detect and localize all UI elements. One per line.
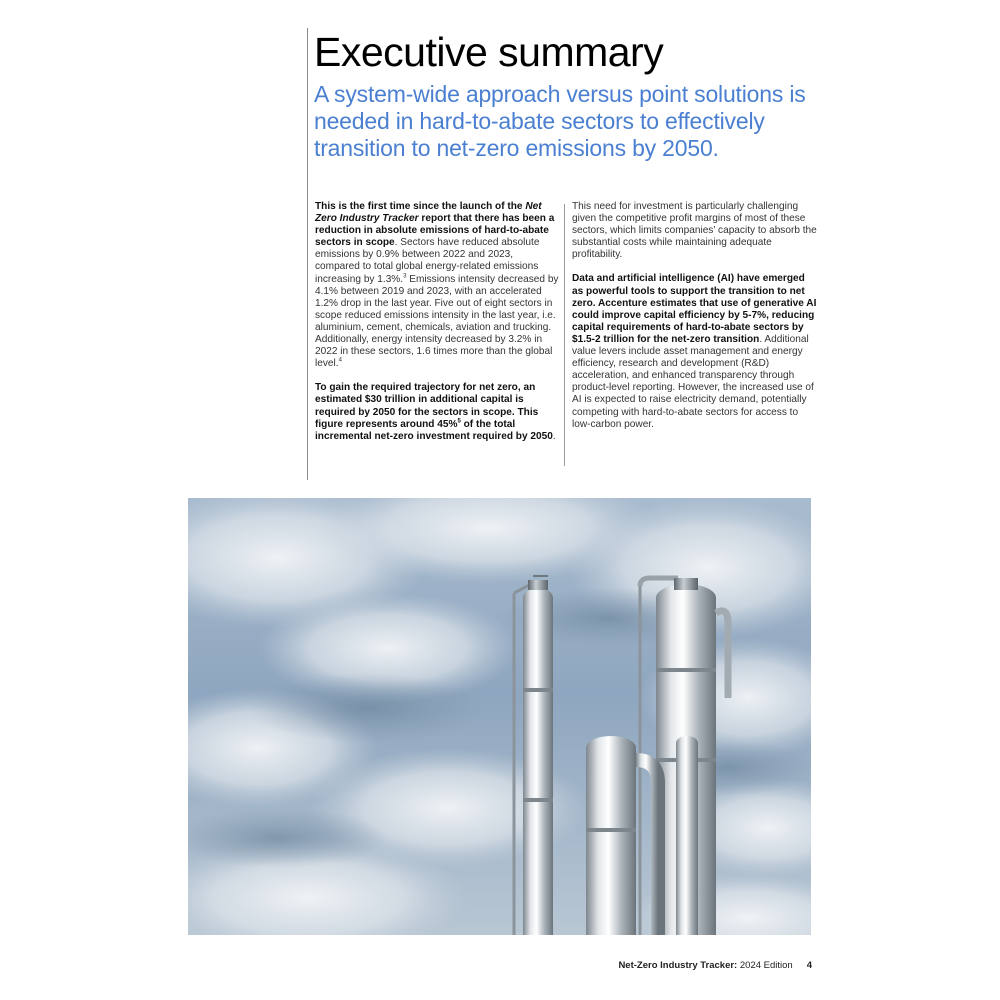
paragraph-capital: To gain the required trajectory for net zero, an estimated $30 trillion in additional capital is required by 2050 for the sectors in scope. This figure represents around 45%$^5$ of the total incremental net-zero investment required by 2050. (315, 382, 556, 442)
page-title: Executive summary (314, 29, 664, 75)
report-name: Net Zero Industry Tracker (315, 201, 542, 225)
footnote-3: 3 (403, 273, 407, 280)
footnote-4: 4 (338, 357, 342, 364)
column-lower-left (586, 748, 636, 935)
page-footer (618, 960, 812, 971)
paragraph-emissions: This is the first time since the launch of the Net Zero Industry Tracker report that there has been a reduction in absolute emissions of hard-to-abate sectors in scope. Sectors have reduced absolute emissions by 0.9% between 2022 and 2023, compared to total global energy-related emissions increasing by 1.3%.$^3$ Emissions intensity decreased by 4.1% between 2019 and 2023, with an accelerated 1.2% drop in the last year. Five out of eight sectors in scope reduced emissions intensity in the last year, i.e. aluminium, cement, chemicals, aviation and trucking. Additionally, energy intensity decreased by 3.2% in 2022 in these sectors, 1.6 times more than the global level.$^4$ (315, 201, 559, 370)
industrial-columns-sky-photo (188, 498, 811, 935)
footer-edition: 2024 Edition (737, 960, 793, 971)
column-lower-right (676, 743, 698, 935)
body-column-left (315, 201, 560, 455)
column-divider (564, 204, 565, 466)
footnote-5: 5 (457, 418, 461, 425)
title-vertical-rule (307, 28, 308, 480)
cloud-shadow (248, 673, 488, 743)
bold-lead: This is the first time since the launch of the Net Zero Industry Tracker report that there has been a reduction in absolute emissions of hard-to-abate sectors in scope (315, 201, 555, 249)
paragraph-ai: Data and artificial intelligence (AI) have emerged as powerful tools to support the transition to net zero. Accenture estimates that use of generative AI could improve capital efficiency by 5-7%, reducing capital requirements of hard-to-abate sectors by $1.5-2 trillion for the net-zero transition. Additional value levers include asset management and energy efficiency, research and development (R&D) acceleration, and enhanced transparency through product-level reporting. However, the increased use of AI is expected to raise electricity demand, potentially competing with hard-to-abate sectors for access to low-carbon power. (572, 273, 817, 430)
page-number: 4 (806, 960, 812, 971)
paragraph-investment: This need for investment is particularly challenging given the competitive profit margins of most of these sectors, which limits companies’ capacity to absorb the substantial costs while maintaining adequate profitability. (572, 201, 817, 261)
page-subtitle: A system-wide approach versus point solutions is needed in hard-to-abate sectors to effectively transition to net-zero emissions by 2050. (314, 81, 806, 161)
body-column-right (572, 201, 817, 443)
column-left (523, 598, 553, 935)
bold-capital: To gain the required trajectory for net zero, an estimated $30 trillion in additional capital is required by 2050 for the sectors in scope. This figure represents around 45%$^5$ of the total incremental net-zero investment required by 2050 (315, 382, 553, 442)
bold-ai: Data and artificial intelligence (AI) have emerged as powerful tools to support the transition to net zero. Accenture estimates that use of generative AI could improve capital efficiency by 5-7%, reducing capital requirements of hard-to-abate sectors by $1.5-2 trillion for the net-zero transition (572, 273, 817, 345)
footer-report-title: Net-Zero Industry Tracker: (618, 960, 738, 971)
